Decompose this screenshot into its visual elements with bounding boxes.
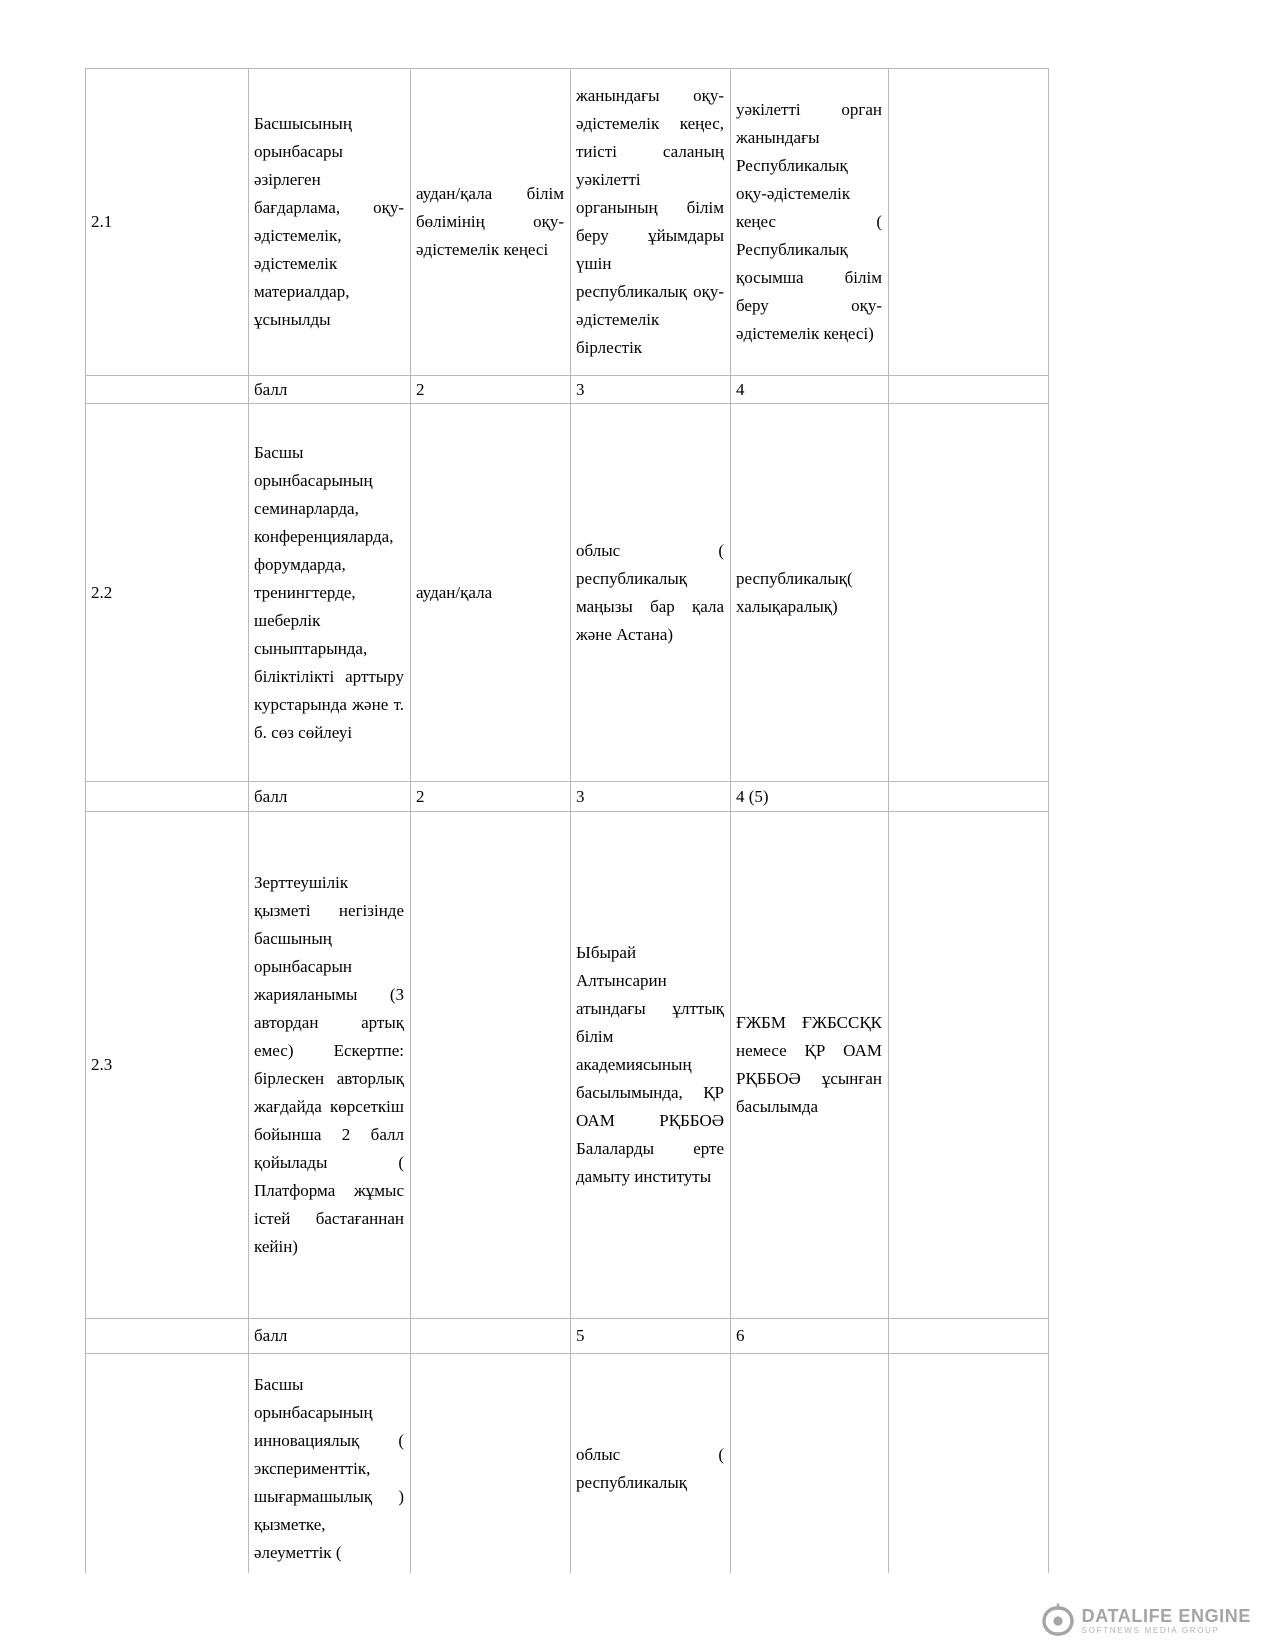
empty-cell bbox=[889, 69, 1049, 376]
empty-cell bbox=[889, 376, 1049, 404]
criteria-cell: Басшы орынбасарының инновациялық ( эксперименттік, шығармашылық ) қызметке, әлеуметтік ( bbox=[249, 1354, 411, 1574]
oblast-level-cell: облыс ( республикалық маңызы бар қала және Астана) bbox=[571, 404, 731, 782]
criteria-table bbox=[85, 68, 1049, 1573]
document-table-fragment bbox=[85, 68, 1051, 1573]
empty-cell bbox=[889, 782, 1049, 812]
score-row-2-3 bbox=[86, 1319, 1049, 1354]
empty-cell bbox=[86, 1319, 249, 1354]
republic-level-cell: уәкілетті орган жанындағы Республикалық оқу-әдістемелік кеңес ( Республикалық қосымша білім беру оқу-әдістемелік кеңесі) bbox=[731, 69, 889, 376]
datalife-engine-logo-icon bbox=[1041, 1602, 1075, 1639]
criteria-cell: Зерттеушілік қызметі негізінде басшының орынбасарын жарияланымы (3 автордан артық емес) Ескертпе: бірлескен авторлық жағдайда көрсеткіш бойынша 2 балл қойылады ( Платформа жұмыс істей бастағаннан кейін) bbox=[249, 812, 411, 1319]
row-number-cell: 2.2 bbox=[86, 404, 249, 782]
oblast-level-cell: Ыбырай Алтынсарин атындағы ұлттық білім академиясының басылымында, ҚР ОАМ РҚББОӘ Балаларды ерте дамыту институты bbox=[571, 812, 731, 1319]
district-level-cell: аудан/қала bbox=[411, 404, 571, 782]
empty-cell bbox=[86, 782, 249, 812]
score-value-cell: 2 bbox=[411, 782, 571, 812]
score-value-cell: 5 bbox=[571, 1319, 731, 1354]
republic-level-cell: ҒЖБМ ҒЖБССҚК немесе ҚР ОАМ РҚББОӘ ұсынған басылымда bbox=[731, 812, 889, 1319]
row-number-cell bbox=[86, 1354, 249, 1574]
datalife-engine-brand-text: DATALIFE ENGINE bbox=[1081, 1605, 1251, 1626]
score-value-cell: 4 bbox=[731, 376, 889, 404]
oblast-level-cell: жанындағы оқу-әдістемелік кеңес, тиісті саланың уәкілетті органының білім беру ұйымдары үшін республикалық оқу-әдістемелік бірлестік bbox=[571, 69, 731, 376]
table-row-2-2 bbox=[86, 404, 1049, 782]
datalife-engine-watermark bbox=[1041, 1602, 1251, 1639]
republic-level-cell bbox=[731, 1354, 889, 1574]
score-label-cell: балл bbox=[249, 782, 411, 812]
score-value-cell: 3 bbox=[571, 782, 731, 812]
district-level-cell bbox=[411, 1354, 571, 1574]
criteria-cell: Басшы орынбасарының семинарларда, конференцияларда, форумдарда, тренингтерде, шеберлік сыныптарында, біліктілікті арттыру курстарында және т. б. сөз сөйлеуі bbox=[249, 404, 411, 782]
score-row-2-1 bbox=[86, 376, 1049, 404]
score-row-2-2 bbox=[86, 782, 1049, 812]
table-row-partial bbox=[86, 1354, 1049, 1574]
criteria-cell: Басшысының орынбасары әзірлеген бағдарлама, оқу-әдістемелік, әдістемелік материалдар, ұсынылды bbox=[249, 69, 411, 376]
table-row-2-1 bbox=[86, 69, 1049, 376]
score-value-cell: 3 bbox=[571, 376, 731, 404]
score-value-cell: 4 (5) bbox=[731, 782, 889, 812]
district-level-cell bbox=[411, 812, 571, 1319]
oblast-level-cell: облыс ( республикалық bbox=[571, 1354, 731, 1574]
score-value-cell: 6 bbox=[731, 1319, 889, 1354]
score-label-cell: балл bbox=[249, 376, 411, 404]
score-label-cell: балл bbox=[249, 1319, 411, 1354]
empty-cell bbox=[889, 812, 1049, 1319]
republic-level-cell: республикалық( халықаралық) bbox=[731, 404, 889, 782]
score-value-cell: 2 bbox=[411, 376, 571, 404]
row-number-cell: 2.3 bbox=[86, 812, 249, 1319]
row-number-cell: 2.1 bbox=[86, 69, 249, 376]
empty-cell bbox=[889, 1319, 1049, 1354]
softnews-media-group-text: SOFTNEWS MEDIA GROUP bbox=[1081, 1625, 1220, 1635]
score-value-cell bbox=[411, 1319, 571, 1354]
table-row-2-3 bbox=[86, 812, 1049, 1319]
empty-cell bbox=[889, 404, 1049, 782]
empty-cell bbox=[86, 376, 249, 404]
empty-cell bbox=[889, 1354, 1049, 1574]
district-level-cell: аудан/қала білім бөлімінің оқу-әдістемелік кеңесі bbox=[411, 69, 571, 376]
